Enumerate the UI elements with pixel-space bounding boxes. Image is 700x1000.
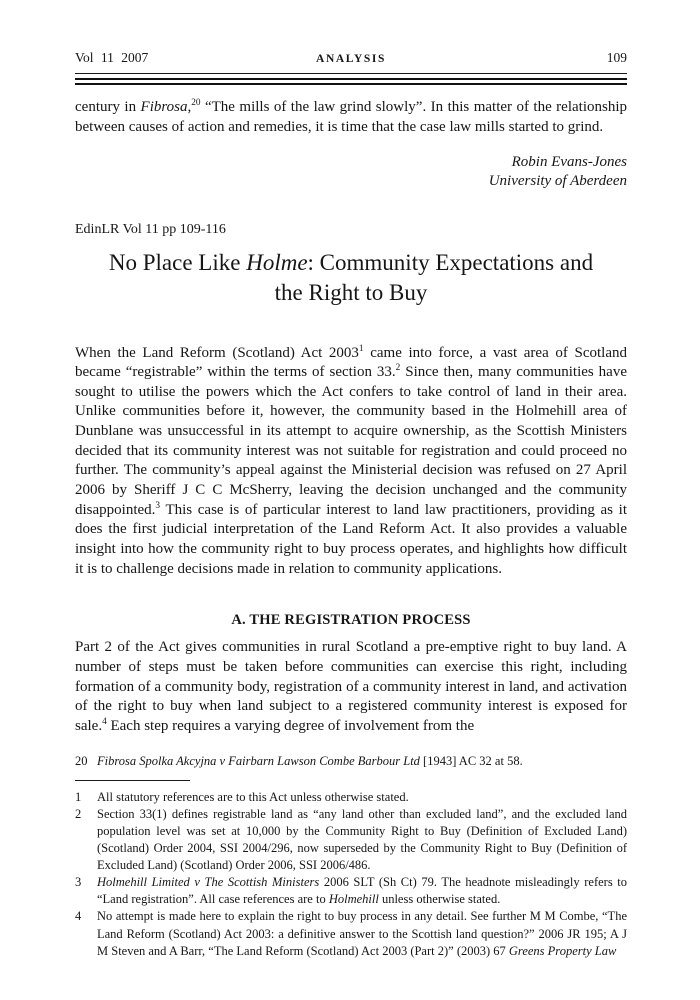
footnote-text: No attempt is made here to explain the right to buy process in any detail. See further M M Combe, “The Land Reform (Scotland) Act 2003: a definitive answer to the Scottish land question?” 2006 JR 195; A J M Steven and A Barr, “The Land Reform (Scotland) Act 2003 (Part 2)” (2003) 67 Greens Property Law [97,909,627,958]
footnote-text: Fibrosa Spolka Akcyjna v Fairbarn Lawson Combe Barbour Ltd [1943] AC 32 at 58. [97,754,523,769]
footnote-separator-rule [75,780,190,781]
intro-paragraph: When the Land Reform (Scotland) Act 2003$^1$ came into force, a vast area of Scotland became “registrable” within the terms of section 33.$^2$ Since then, many communities have sought to utilise the powers which the Act confers to take control of land in their area. Unlike communities before it, however, the community based in the Holmehill area of Dunblane was unsuccessful in its attempt to acquire ownership, as the Scottish Ministers decided that its community interest was not suitable for registration and could proceed no further. The community’s appeal against the Ministerial decision was refused on 27 April 2006 by Sheriff J C C McSherry, leaving the decision unchanged and the community disappointed.$^3$ This case is of particular interest to land law practitioners, providing as it does the first judicial interpretation of the Land Reform Act. It also provides a valuable insight into how the community right to buy process operates, and highlights how difficult it is to challenge decisions made in relation to community applications. [75,343,627,577]
header-volume: Vol 11 2007 [75,50,149,65]
footnote-number: 2 [75,806,82,821]
section-paragraph: Part 2 of the Act gives communities in rural Scotland a pre-emptive right to buy land. A number of steps must be taken before communities can exercise this right, including formation of a community body, registration of a community interest in land, and activation of the right to buy when land subject to a registered community interest is exposed for sale.$^4$ Each step requires a varying degree of involvement from the [75,639,627,734]
author-affiliation: University of Aberdeen [488,173,627,190]
footnote-text: All statutory references are to this Act unless otherwise stated. [97,789,409,804]
article-citation: EdinLR Vol 11 pp 109-116 [75,221,226,237]
footnote-text: Holmehill Limited v The Scottish Ministers 2006 SLT (Sh Ct) 79. The headnote misleadingly refers to “Land registration”. All case references are to Holmehill unless otherwise stated. [97,875,627,907]
footnote-item [75,908,627,959]
footnote-text: Section 33(1) defines registrable land as “any land other than excluded land”, and the excluded land population level was set at 10,000 by the Community Right to Buy (Definition of Excluded Land) (Scotland) Order 2004, SSI 2004/296, now superseded by the Community Right to Buy (Definition of Excluded Land) (Scotland) Order 2006, SSI 2006/486. [97,806,627,873]
footnote-item [75,789,627,806]
footnote-number: 1 [75,789,82,804]
article-title: No Place Like Holme: Community Expectations and the Right to Buy [108,249,594,305]
header-page-number: 109 [606,50,627,65]
current-article-footnotes [75,789,627,960]
header-section: ANALYSIS [316,53,386,65]
footnote-number: 4 [75,909,82,924]
running-head [75,50,627,74]
footnotes-block [75,753,627,959]
footnote-item [75,874,627,908]
previous-article-footnotes [75,753,627,770]
section-heading: A. THE REGISTRATION PROCESS [231,612,471,629]
header-double-rule [75,78,627,85]
author-name: Robin Evans-Jones [511,154,627,171]
previous-article-closing-paragraph: century in Fibrosa,$^{20}$ “The mills of the law grind slowly”. In this matter of the relationship between causes of action and remedies, it is time that the case law mills started to grind. [75,98,627,135]
author-signature [75,153,627,191]
footnote-number: 20 [75,754,88,769]
footnote-number: 3 [75,875,82,890]
footnote-item [75,806,627,875]
footnote-item [75,753,627,770]
